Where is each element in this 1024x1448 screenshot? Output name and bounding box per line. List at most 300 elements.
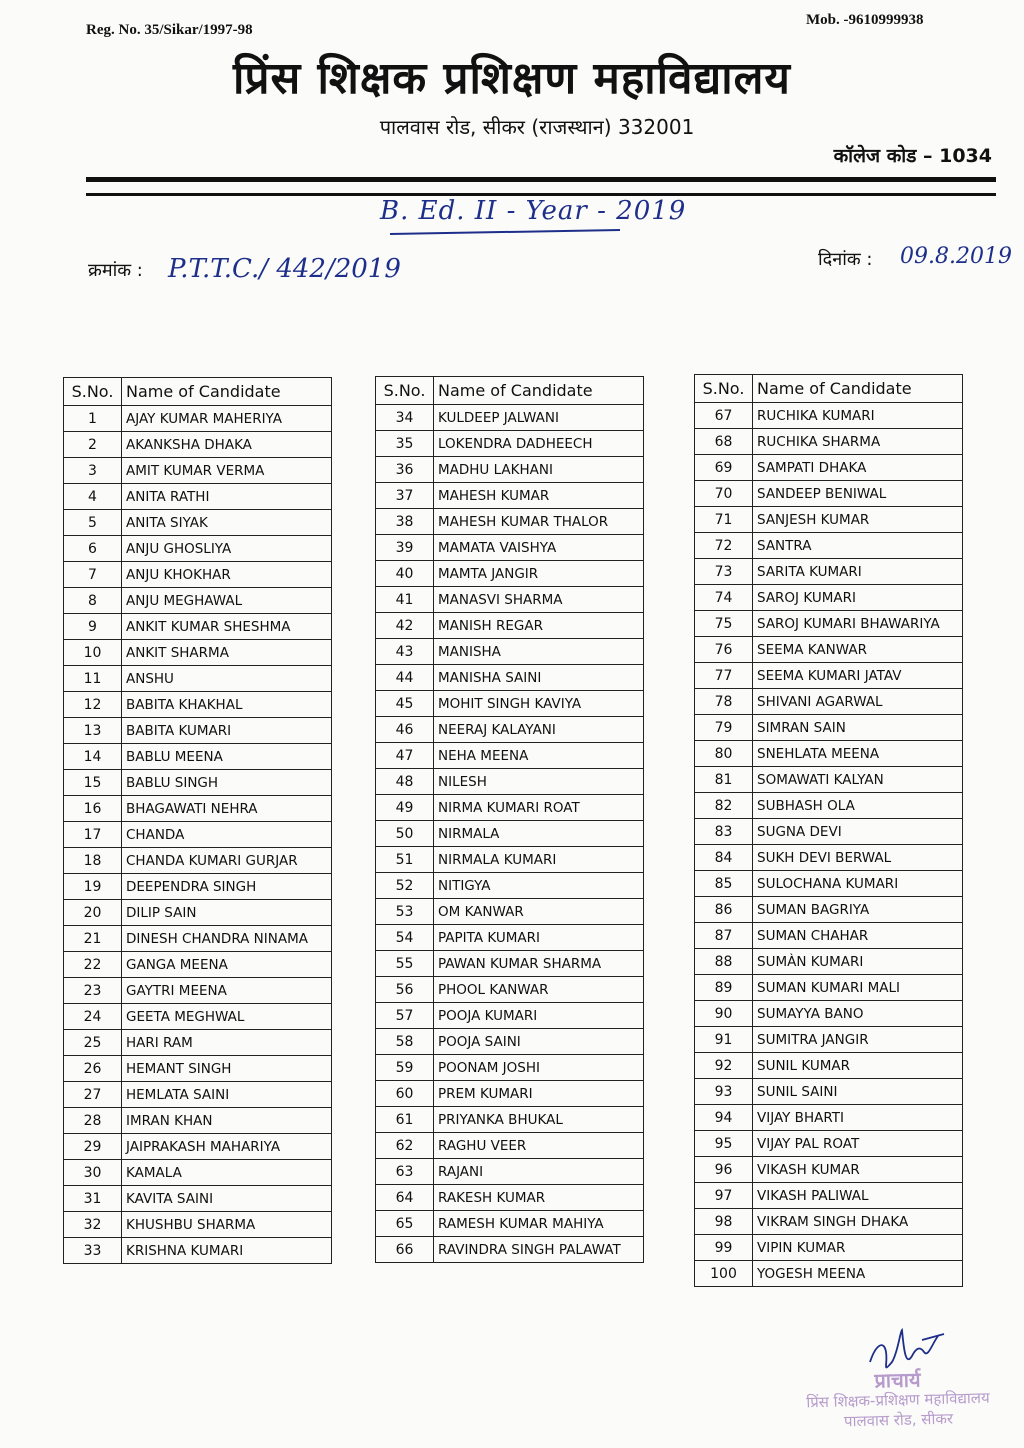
table-row (695, 1131, 963, 1157)
table-row (695, 975, 963, 1001)
candidate-name-cell: RAVINDRA SINGH PALAWAT (434, 1237, 644, 1263)
serial-number-cell: 39 (376, 535, 434, 561)
serial-number-cell: 77 (695, 663, 753, 689)
serial-number-cell: 20 (64, 900, 122, 926)
candidate-name-cell: PRIYANKA BHUKAL (434, 1107, 644, 1133)
table-row (64, 900, 332, 926)
table-row (695, 455, 963, 481)
serial-number-cell: 58 (376, 1029, 434, 1055)
candidate-name-cell: SUMITRA JANGIR (753, 1027, 963, 1053)
reference-number-value: P.T.T.C./ 442/2019 (168, 254, 401, 284)
serial-number-cell: 92 (695, 1053, 753, 1079)
serial-number-cell: 79 (695, 715, 753, 741)
table-row (376, 509, 644, 535)
candidate-name-cell: MAMTA JANGIR (434, 561, 644, 587)
registration-number: Reg. No. 35/Sikar/1997-98 (86, 22, 253, 38)
serial-number-cell: 41 (376, 587, 434, 613)
serial-number-cell: 6 (64, 536, 122, 562)
serial-number-cell: 64 (376, 1185, 434, 1211)
table-header-row (376, 377, 644, 405)
table-row (376, 1211, 644, 1237)
candidate-name-cell: MANISHA SAINI (434, 665, 644, 691)
candidate-name-cell: KAMALA (122, 1160, 332, 1186)
candidate-table-3 (694, 374, 963, 1287)
serial-number-cell: 90 (695, 1001, 753, 1027)
serial-number-cell: 45 (376, 691, 434, 717)
candidate-name-cell: NIRMALA KUMARI (434, 847, 644, 873)
table-row (64, 692, 332, 718)
serial-number-cell: 12 (64, 692, 122, 718)
table-row (695, 715, 963, 741)
table-row (376, 691, 644, 717)
table-row (64, 588, 332, 614)
serial-number-cell: 71 (695, 507, 753, 533)
handwritten-class-title: B. Ed. II - Year - 2019 (380, 196, 687, 226)
candidate-name-cell: RAJANI (434, 1159, 644, 1185)
serial-number-cell: 49 (376, 795, 434, 821)
serial-number-cell: 89 (695, 975, 753, 1001)
table-row (376, 1029, 644, 1055)
candidate-name-cell: SUGNA DEVI (753, 819, 963, 845)
serial-number-cell: 52 (376, 873, 434, 899)
name-header: Name of Candidate (753, 375, 963, 403)
candidate-name-cell: SNEHLATA MEENA (753, 741, 963, 767)
table-row (376, 613, 644, 639)
table-row (376, 535, 644, 561)
table-row (64, 978, 332, 1004)
stamp-designation: प्राचार्य (874, 1367, 921, 1393)
table-row (376, 457, 644, 483)
college-name: प्रिंस शिक्षक प्रशिक्षण महाविद्यालय (233, 53, 791, 104)
candidate-name-cell: ANJU GHOSLIYA (122, 536, 332, 562)
serial-number-cell: 24 (64, 1004, 122, 1030)
table-row (695, 1157, 963, 1183)
serial-number-cell: 48 (376, 769, 434, 795)
table-row (695, 767, 963, 793)
candidate-name-cell: SEEMA KANWAR (753, 637, 963, 663)
serial-number-cell: 22 (64, 952, 122, 978)
date-label: दिनांक : (818, 249, 873, 270)
serial-number-cell: 87 (695, 923, 753, 949)
serial-number-cell: 91 (695, 1027, 753, 1053)
candidate-name-cell: MAMATA VAISHYA (434, 535, 644, 561)
table-row (695, 923, 963, 949)
serial-number-cell: 73 (695, 559, 753, 585)
serial-number-cell: 93 (695, 1079, 753, 1105)
sno-header: S.No. (64, 378, 122, 406)
table-row (64, 484, 332, 510)
table-row (695, 611, 963, 637)
serial-number-cell: 43 (376, 639, 434, 665)
candidate-name-cell: GANGA MEENA (122, 952, 332, 978)
table-row (376, 951, 644, 977)
table-row (376, 977, 644, 1003)
table-row (376, 431, 644, 457)
candidate-name-cell: VIKASH PALIWAL (753, 1183, 963, 1209)
candidate-name-cell: SIMRAN SAIN (753, 715, 963, 741)
serial-number-cell: 4 (64, 484, 122, 510)
candidate-name-cell: ANJU MEGHAWAL (122, 588, 332, 614)
candidate-name-cell: SOMAWATI KALYAN (753, 767, 963, 793)
serial-number-cell: 25 (64, 1030, 122, 1056)
serial-number-cell: 2 (64, 432, 122, 458)
serial-number-cell: 51 (376, 847, 434, 873)
table-row (695, 949, 963, 975)
serial-number-cell: 80 (695, 741, 753, 767)
candidate-name-cell: SUMÀN KUMARI (753, 949, 963, 975)
serial-number-cell: 38 (376, 509, 434, 535)
candidate-name-cell: SAMPATI DHAKA (753, 455, 963, 481)
serial-number-cell: 98 (695, 1209, 753, 1235)
candidate-name-cell: ANITA RATHI (122, 484, 332, 510)
candidate-name-cell: NILESH (434, 769, 644, 795)
serial-number-cell: 70 (695, 481, 753, 507)
candidate-name-cell: SUNIL KUMAR (753, 1053, 963, 1079)
candidate-name-cell: LOKENDRA DADHEECH (434, 431, 644, 457)
candidate-name-cell: POOJA KUMARI (434, 1003, 644, 1029)
serial-number-cell: 60 (376, 1081, 434, 1107)
candidate-name-cell: KAVITA SAINI (122, 1186, 332, 1212)
table-row (64, 1082, 332, 1108)
serial-number-cell: 85 (695, 871, 753, 897)
table-row (64, 1134, 332, 1160)
serial-number-cell: 55 (376, 951, 434, 977)
table-row (695, 1235, 963, 1261)
candidate-name-cell: BABITA KUMARI (122, 718, 332, 744)
name-header: Name of Candidate (434, 377, 644, 405)
table-row (64, 770, 332, 796)
serial-number-cell: 40 (376, 561, 434, 587)
candidate-name-cell: SULOCHANA KUMARI (753, 871, 963, 897)
serial-number-cell: 86 (695, 897, 753, 923)
candidate-name-cell: SUBHASH OLA (753, 793, 963, 819)
table-row (695, 689, 963, 715)
candidate-name-cell: RAGHU VEER (434, 1133, 644, 1159)
serial-number-cell: 18 (64, 848, 122, 874)
candidate-table-2 (375, 376, 644, 1263)
candidate-name-cell: SHIVANI AGARWAL (753, 689, 963, 715)
candidate-name-cell: SUMAN KUMARI MALI (753, 975, 963, 1001)
college-address: पालवास रोड, सीकर (राजस्थान) 332001 (379, 115, 695, 139)
table-row (695, 793, 963, 819)
serial-number-cell: 96 (695, 1157, 753, 1183)
candidate-name-cell: PREM KUMARI (434, 1081, 644, 1107)
reference-number-label: क्रमांक : (88, 260, 143, 281)
serial-number-cell: 14 (64, 744, 122, 770)
sno-header: S.No. (695, 375, 753, 403)
table-row (64, 952, 332, 978)
serial-number-cell: 16 (64, 796, 122, 822)
serial-number-cell: 7 (64, 562, 122, 588)
table-row (64, 640, 332, 666)
serial-number-cell: 46 (376, 717, 434, 743)
candidate-name-cell: ANSHU (122, 666, 332, 692)
table-row (64, 822, 332, 848)
stamp-college-name: प्रिंस शिक्षक-प्रशिक्षण महाविद्यालय (806, 1388, 990, 1412)
candidate-name-cell: SANTRA (753, 533, 963, 559)
college-code: कॉलेज कोड – 1034 (833, 145, 992, 167)
candidate-name-cell: DILIP SAIN (122, 900, 332, 926)
serial-number-cell: 8 (64, 588, 122, 614)
table-row (695, 559, 963, 585)
serial-number-cell: 100 (695, 1261, 753, 1287)
serial-number-cell: 32 (64, 1212, 122, 1238)
serial-number-cell: 15 (64, 770, 122, 796)
candidate-name-cell: HARI RAM (122, 1030, 332, 1056)
serial-number-cell: 19 (64, 874, 122, 900)
candidate-name-cell: HEMLATA SAINI (122, 1082, 332, 1108)
candidate-name-cell: VIJAY BHARTI (753, 1105, 963, 1131)
candidate-name-cell: PAWAN KUMAR SHARMA (434, 951, 644, 977)
serial-number-cell: 10 (64, 640, 122, 666)
college-stamp (777, 1367, 1018, 1433)
serial-number-cell: 23 (64, 978, 122, 1004)
table-row (695, 585, 963, 611)
serial-number-cell: 35 (376, 431, 434, 457)
candidate-name-cell: PAPITA KUMARI (434, 925, 644, 951)
name-header: Name of Candidate (122, 378, 332, 406)
table-row (695, 403, 963, 429)
candidate-name-cell: KHUSHBU SHARMA (122, 1212, 332, 1238)
serial-number-cell: 78 (695, 689, 753, 715)
serial-number-cell: 28 (64, 1108, 122, 1134)
table-row (695, 1079, 963, 1105)
table-row (376, 873, 644, 899)
serial-number-cell: 17 (64, 822, 122, 848)
table-row (695, 507, 963, 533)
candidate-name-cell: MANISH REGAR (434, 613, 644, 639)
serial-number-cell: 29 (64, 1134, 122, 1160)
serial-number-cell: 31 (64, 1186, 122, 1212)
candidate-name-cell: SUMAYYA BANO (753, 1001, 963, 1027)
serial-number-cell: 76 (695, 637, 753, 663)
candidate-name-cell: IMRAN KHAN (122, 1108, 332, 1134)
candidate-name-cell: CHANDA KUMARI GURJAR (122, 848, 332, 874)
serial-number-cell: 72 (695, 533, 753, 559)
serial-number-cell: 34 (376, 405, 434, 431)
table-row (376, 405, 644, 431)
table-row (64, 614, 332, 640)
candidate-name-cell: RUCHIKA KUMARI (753, 403, 963, 429)
table-row (64, 1186, 332, 1212)
serial-number-cell: 63 (376, 1159, 434, 1185)
table-header-row (64, 378, 332, 406)
candidate-name-cell: AKANKSHA DHAKA (122, 432, 332, 458)
table-row (376, 1081, 644, 1107)
table-row (64, 744, 332, 770)
candidate-name-cell: RAKESH KUMAR (434, 1185, 644, 1211)
mobile-number: Mob. -9610999938 (806, 12, 924, 28)
sno-header: S.No. (376, 377, 434, 405)
candidate-name-cell: ANKIT KUMAR SHESHMA (122, 614, 332, 640)
table-row (695, 429, 963, 455)
candidate-name-cell: RUCHIKA SHARMA (753, 429, 963, 455)
candidate-name-cell: NITIGYA (434, 873, 644, 899)
stamp-address: पालवास रोड, सीकर (843, 1409, 954, 1431)
candidate-name-cell: YOGESH MEENA (753, 1261, 963, 1287)
table-row (376, 925, 644, 951)
candidate-name-cell: ANJU KHOKHAR (122, 562, 332, 588)
serial-number-cell: 62 (376, 1133, 434, 1159)
table-row (64, 1212, 332, 1238)
serial-number-cell: 42 (376, 613, 434, 639)
table-row (64, 536, 332, 562)
table-row (376, 769, 644, 795)
table-row (695, 1105, 963, 1131)
table-row (695, 663, 963, 689)
candidate-name-cell: ANKIT SHARMA (122, 640, 332, 666)
table-row (695, 845, 963, 871)
serial-number-cell: 74 (695, 585, 753, 611)
table-row (64, 562, 332, 588)
candidate-name-cell: SANJESH KUMAR (753, 507, 963, 533)
table-row (376, 899, 644, 925)
table-row (695, 741, 963, 767)
table-row (376, 743, 644, 769)
serial-number-cell: 3 (64, 458, 122, 484)
table-row (695, 1001, 963, 1027)
serial-number-cell: 88 (695, 949, 753, 975)
serial-number-cell: 21 (64, 926, 122, 952)
candidate-name-cell: GAYTRI MEENA (122, 978, 332, 1004)
table-row (376, 1003, 644, 1029)
candidate-name-cell: POOJA SAINI (434, 1029, 644, 1055)
serial-number-cell: 30 (64, 1160, 122, 1186)
candidate-name-cell: AMIT KUMAR VERMA (122, 458, 332, 484)
table-row (64, 432, 332, 458)
candidate-name-cell: KRISHNA KUMARI (122, 1238, 332, 1264)
candidate-name-cell: NIRMA KUMARI ROAT (434, 795, 644, 821)
table-row (376, 717, 644, 743)
candidate-name-cell: SARITA KUMARI (753, 559, 963, 585)
table-row (376, 1159, 644, 1185)
table-row (64, 666, 332, 692)
table-row (64, 1108, 332, 1134)
serial-number-cell: 69 (695, 455, 753, 481)
candidate-name-cell: SEEMA KUMARI JATAV (753, 663, 963, 689)
serial-number-cell: 33 (64, 1238, 122, 1264)
table-row (376, 1133, 644, 1159)
serial-number-cell: 5 (64, 510, 122, 536)
candidate-name-cell: BABLU MEENA (122, 744, 332, 770)
serial-number-cell: 83 (695, 819, 753, 845)
table-row (376, 821, 644, 847)
candidate-name-cell: MOHIT SINGH KAVIYA (434, 691, 644, 717)
candidate-table-1 (63, 377, 332, 1264)
table-row (376, 587, 644, 613)
serial-number-cell: 36 (376, 457, 434, 483)
serial-number-cell: 57 (376, 1003, 434, 1029)
table-row (376, 1055, 644, 1081)
table-row (64, 848, 332, 874)
table-row (64, 1056, 332, 1082)
table-row (695, 1261, 963, 1287)
table-row (64, 1030, 332, 1056)
table-row (64, 926, 332, 952)
candidate-name-cell: SUMAN BAGRIYA (753, 897, 963, 923)
serial-number-cell: 37 (376, 483, 434, 509)
table-row (695, 871, 963, 897)
serial-number-cell: 97 (695, 1183, 753, 1209)
candidate-name-cell: RAMESH KUMAR MAHIYA (434, 1211, 644, 1237)
header-rule-thick (86, 177, 996, 182)
serial-number-cell: 1 (64, 406, 122, 432)
candidate-name-cell: SUMAN CHAHAR (753, 923, 963, 949)
candidate-name-cell: PHOOL KANWAR (434, 977, 644, 1003)
table-row (64, 718, 332, 744)
candidate-name-cell: MAHESH KUMAR THALOR (434, 509, 644, 535)
candidate-name-cell: OM KANWAR (434, 899, 644, 925)
table-row (376, 847, 644, 873)
serial-number-cell: 44 (376, 665, 434, 691)
table-row (376, 561, 644, 587)
candidate-name-cell: AJAY KUMAR MAHERIYA (122, 406, 332, 432)
candidate-name-cell: MADHU LAKHANI (434, 457, 644, 483)
candidate-name-cell: DINESH CHANDRA NINAMA (122, 926, 332, 952)
candidate-name-cell: VIJAY PAL ROAT (753, 1131, 963, 1157)
candidate-name-cell: VIPIN KUMAR (753, 1235, 963, 1261)
serial-number-cell: 82 (695, 793, 753, 819)
candidate-name-cell: SAROJ KUMARI (753, 585, 963, 611)
table-row (376, 1237, 644, 1263)
serial-number-cell: 66 (376, 1237, 434, 1263)
candidate-name-cell: MANASVI SHARMA (434, 587, 644, 613)
serial-number-cell: 68 (695, 429, 753, 455)
table-row (695, 1209, 963, 1235)
serial-number-cell: 50 (376, 821, 434, 847)
serial-number-cell: 56 (376, 977, 434, 1003)
serial-number-cell: 13 (64, 718, 122, 744)
table-row (64, 874, 332, 900)
serial-number-cell: 67 (695, 403, 753, 429)
serial-number-cell: 47 (376, 743, 434, 769)
table-row (376, 665, 644, 691)
table-header-row (695, 375, 963, 403)
serial-number-cell: 11 (64, 666, 122, 692)
table-row (64, 406, 332, 432)
table-row (64, 1160, 332, 1186)
serial-number-cell: 75 (695, 611, 753, 637)
candidate-name-cell: SANDEEP BENIWAL (753, 481, 963, 507)
table-row (376, 1185, 644, 1211)
table-row (695, 481, 963, 507)
candidate-name-cell: HEMANT SINGH (122, 1056, 332, 1082)
serial-number-cell: 59 (376, 1055, 434, 1081)
candidate-name-cell: JAIPRAKASH MAHARIYA (122, 1134, 332, 1160)
candidate-name-cell: MANISHA (434, 639, 644, 665)
table-row (64, 510, 332, 536)
table-row (376, 1107, 644, 1133)
candidate-name-cell: MAHESH KUMAR (434, 483, 644, 509)
serial-number-cell: 84 (695, 845, 753, 871)
date-value: 09.8.2019 (900, 244, 1012, 269)
candidate-name-cell: GEETA MEGHWAL (122, 1004, 332, 1030)
table-row (376, 483, 644, 509)
candidate-name-cell: BABITA KHAKHAL (122, 692, 332, 718)
candidate-name-cell: BABLU SINGH (122, 770, 332, 796)
serial-number-cell: 27 (64, 1082, 122, 1108)
serial-number-cell: 26 (64, 1056, 122, 1082)
candidate-name-cell: BHAGAWATI NEHRA (122, 796, 332, 822)
serial-number-cell: 81 (695, 767, 753, 793)
table-row (376, 795, 644, 821)
candidate-name-cell: ANITA SIYAK (122, 510, 332, 536)
table-row (695, 1183, 963, 1209)
table-row (64, 458, 332, 484)
serial-number-cell: 53 (376, 899, 434, 925)
candidate-name-cell: VIKASH KUMAR (753, 1157, 963, 1183)
candidate-name-cell: DEEPENDRA SINGH (122, 874, 332, 900)
